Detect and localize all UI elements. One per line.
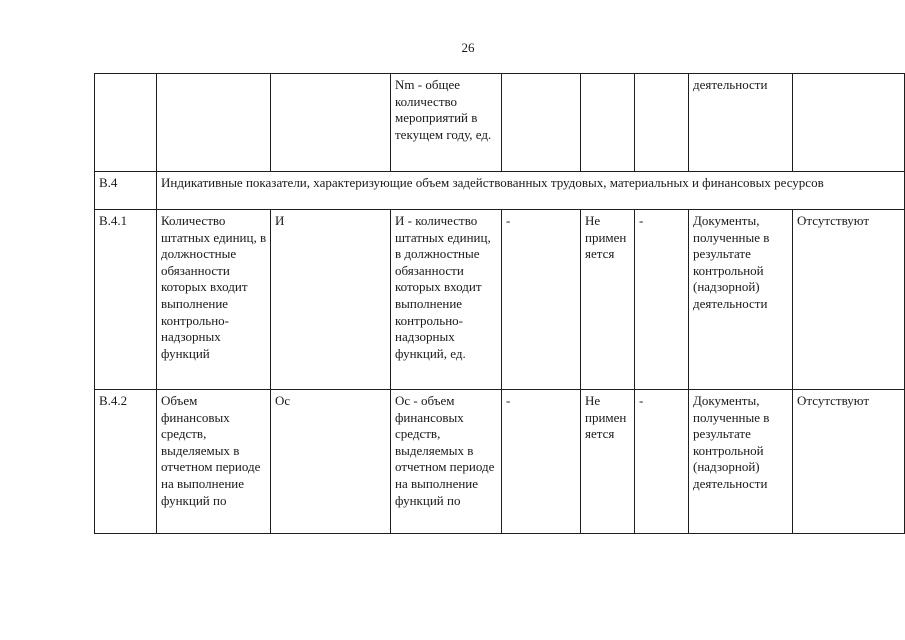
cell-formula: Nm - общее количество мероприятий в текущем году, ед. [391, 74, 502, 172]
cell-col7: - [635, 210, 689, 390]
cell-col5: - [502, 210, 581, 390]
cell-note [793, 74, 905, 172]
table-row-section [95, 172, 905, 210]
section-title: Индикативные показатели, характеризующие объем задействованных трудовых, материальных и финансовых ресурсов [157, 172, 905, 210]
cell-col5 [502, 74, 581, 172]
section-code: В.4 [95, 172, 157, 210]
table-row-continuation [95, 74, 905, 172]
cell-code: В.4.2 [95, 390, 157, 534]
page-number: 26 [461, 40, 475, 55]
cell-code: В.4.1 [95, 210, 157, 390]
table-row [95, 210, 905, 390]
cell-col7 [635, 74, 689, 172]
cell-code [95, 74, 157, 172]
cell-applicability [581, 74, 635, 172]
cell-note: Отсутствуют [793, 390, 905, 534]
cell-applicability: Не применяется [581, 210, 635, 390]
cell-formula: И - количество штатных единиц, в должностные обязанности которых входит выполнение контрольно-надзорных функций, ед. [391, 210, 502, 390]
cell-applicability: Не применяется [581, 390, 635, 534]
cell-note: Отсутствуют [793, 210, 905, 390]
cell-formula: Ос - объем финансовых средств, выделяемых в отчетном периоде на выполнение функций по [391, 390, 502, 534]
cell-col7: - [635, 390, 689, 534]
cell-name: Количество штатных единиц, в должностные обязанности которых входит выполнение контрольно-надзорных функций [157, 210, 271, 390]
cell-source: Документы, полученные в результате контрольной (надзорной) деятельности [689, 210, 793, 390]
table-row [95, 390, 905, 534]
cell-symbol: И [271, 210, 391, 390]
cell-name: Объем финансовых средств, выделяемых в отчетном периоде на выполнение функций по [157, 390, 271, 534]
cell-source: Документы, полученные в результате контрольной (надзорной) деятельности [689, 390, 793, 534]
cell-name [157, 74, 271, 172]
cell-source: деятельности [689, 74, 793, 172]
cell-symbol [271, 74, 391, 172]
cell-symbol: Ос [271, 390, 391, 534]
cell-col5: - [502, 390, 581, 534]
indicators-table [94, 73, 905, 534]
